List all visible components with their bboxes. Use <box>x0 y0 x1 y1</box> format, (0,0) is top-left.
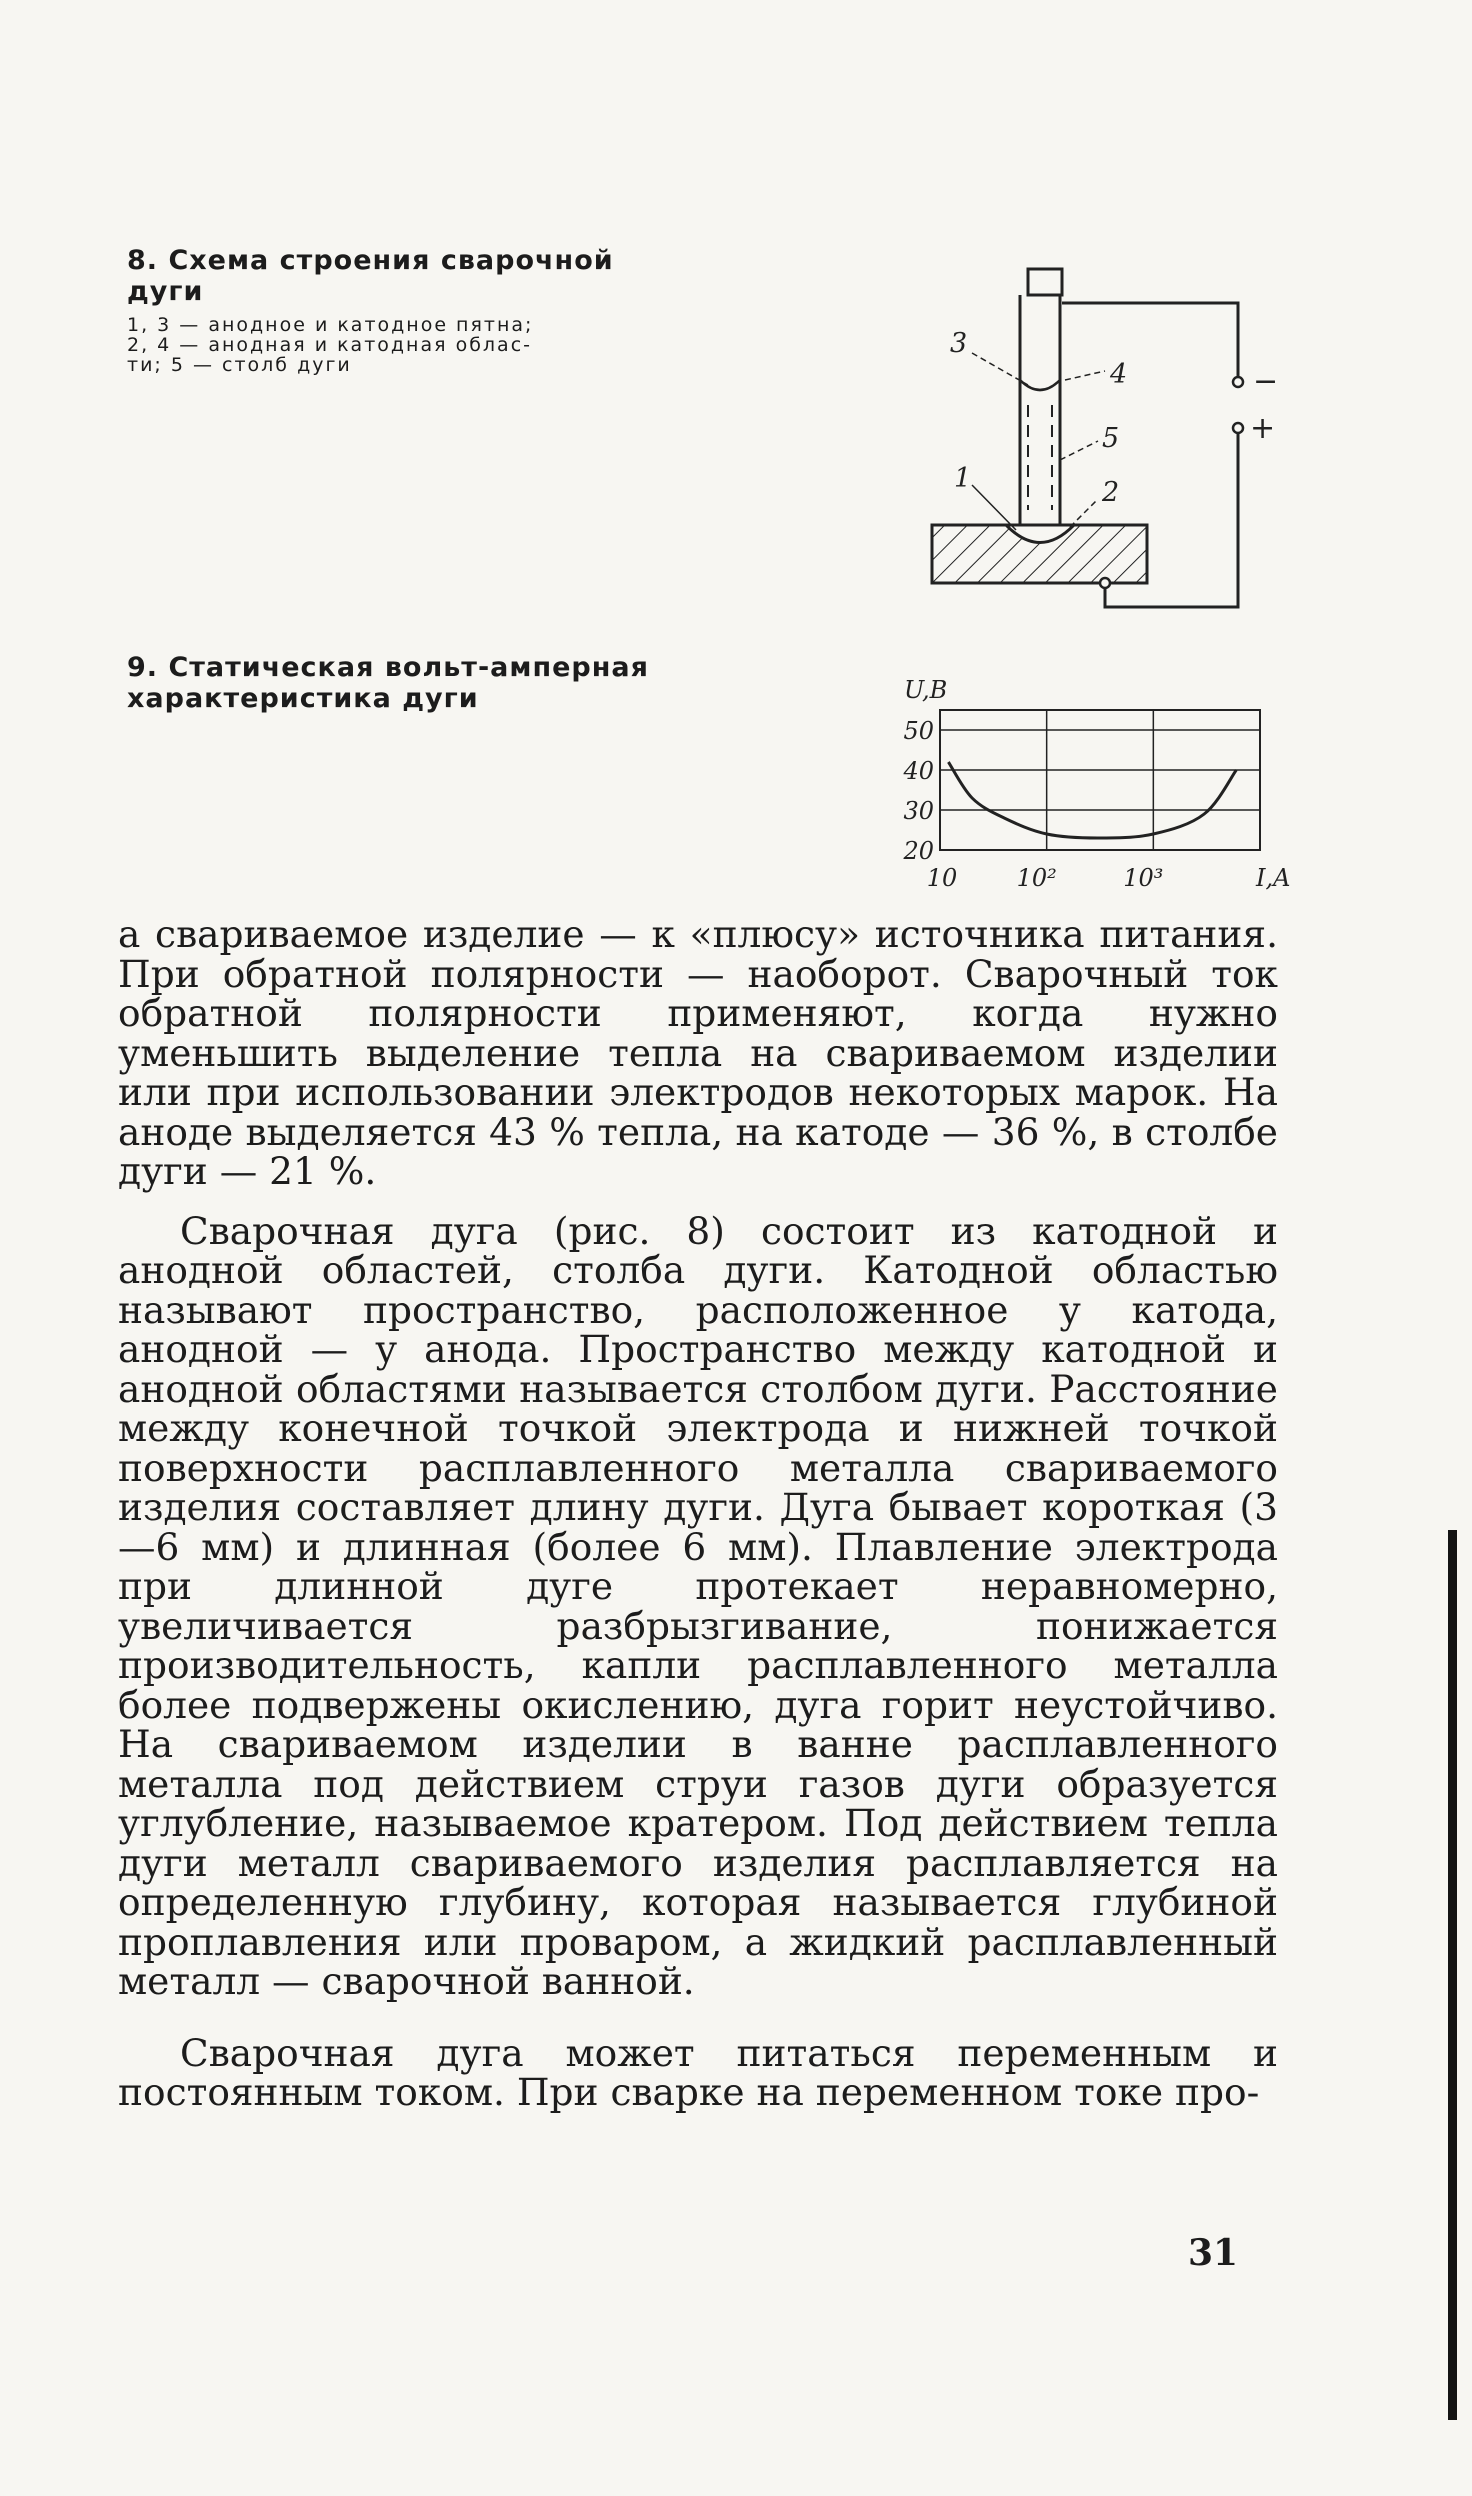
label-1: 1 <box>954 463 972 494</box>
series-line-1 <box>948 762 1236 838</box>
figure-9-title: 9. Статическая вольт-амперная характеристика дуги <box>127 652 649 714</box>
y-axis-label: U,В <box>904 676 948 704</box>
minus-terminal-label: − <box>1253 364 1279 399</box>
y-tick-label-50: 50 <box>903 717 934 745</box>
x-tick-label-3: 10³ <box>1123 864 1164 892</box>
figure-8-caption <box>127 245 677 375</box>
label-5: 5 <box>1102 423 1120 454</box>
figure-8-legend: 1, 3 — анодное и катодное пятна; 2, 4 — анодная и катодная облас- ти; 5 — столб дуги <box>127 314 534 376</box>
x-tick-label-2: 10² <box>1016 864 1057 892</box>
leader-lines <box>972 353 1105 530</box>
x-tick-label-1: 10 <box>926 864 958 892</box>
x-axis-label: I,A <box>1256 864 1291 892</box>
label-4: 4 <box>1110 359 1128 390</box>
arc-column <box>1028 405 1052 510</box>
workpiece <box>932 525 1147 583</box>
label-2: 2 <box>1102 477 1120 508</box>
electrode-holder <box>1028 269 1062 295</box>
plot-frame <box>940 710 1260 850</box>
page-number: 31 <box>1188 2232 1239 2274</box>
electrode <box>1020 295 1060 525</box>
figure-8-title: 8. Схема строения сварочной дуги <box>127 245 614 307</box>
label-3: 3 <box>950 328 968 359</box>
page-edge-shadow <box>1448 1530 1457 2420</box>
body-text <box>118 912 1278 2114</box>
y-tick-label-40: 40 <box>903 757 934 785</box>
figure-9-chart <box>880 660 1300 900</box>
paragraph-2: Сварочная дуга (рис. 8) состоит из катодной и анодной областей, столба дуги. Катодной областью называют пространство, расположенное у катода, анодной — у анода. Пространство между катодной и анодной областями называется столбом дуги. Расстояние между конечной точкой электрода и нижней точкой поверхности расплавленного металла свариваемого изделия составляет длину дуги. Дуга бывает короткая (3—6 мм) и длинная (более 6 мм). Плавление электрода при длинной дуге протекает неравномерно, увеличивается разбрызгивание, понижается производительность, капли расплавленного металла более подвержены окислению, дуга горит неустойчиво. На свариваемом изделии в ванне расплавленного металла под действием струи газов дуги образуется углубление, называемое кратером. Под действием тепла дуги металл свариваемого изделия расплавляется на определенную глубину, которая называется глубиной проплавления или проваром, а жидкий расплавленный металл — сварочной ванной. <box>118 1208 1278 2003</box>
figure-8-arc-diagram <box>920 255 1300 615</box>
paragraph-1: а свариваемое изделие — к «плюсу» источника питания. При обратной полярности — наоборот. Сварочный ток обратной полярности применяют, когда нужно уменьшить выделение тепла на свариваемом изделии или при использовании электродов некоторых марок. На аноде выделяется 43 % тепла, на катоде — 36 %, в столбе дуги — 21 %. <box>118 912 1278 1193</box>
paragraph-3: Сварочная дуга может питаться переменным и постоянным током. При сварке на переменном токе про- <box>118 2030 1278 2114</box>
y-tick-label-20: 20 <box>903 837 934 865</box>
figure-9-caption <box>127 652 687 714</box>
y-tick-label-30: 30 <box>903 797 934 825</box>
plus-terminal-label: + <box>1250 411 1276 446</box>
